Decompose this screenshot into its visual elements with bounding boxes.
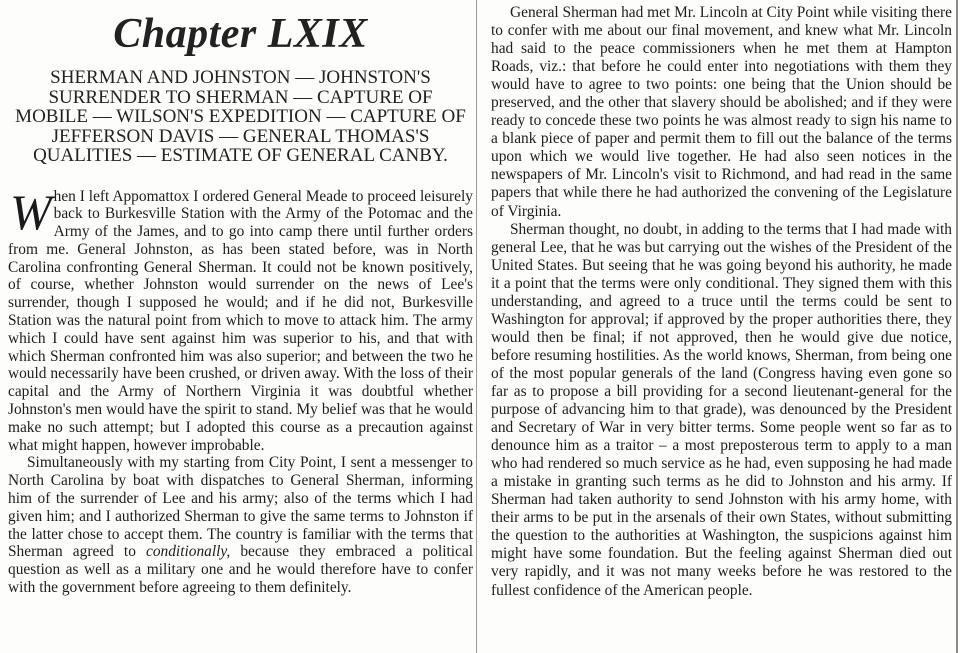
paragraph-sherman-terms: Sherman thought, no doubt, in adding to the terms that I had made with general Lee, that he was but carrying out the wishes of the President of the United States. But seeing that he was going beyond his authority, he made it a point that the terms were only conditional. They signed them with this understanding, and agreed to a truce until the terms could be sent to Washington for approval; if approved by the proper authorities there, they would then be final; if not approved, then he would give due notice, before resuming hostilities. As the world knows, Sherman, from being one of the most popular generals of the land (Congress having even gone so far as to propose a bill providing for a second lieutenant-general for the purpose of advancing him to that grade), was denounced by the President and Secretary of War in very bitter terms. Some people went so far as to denounce him as a traitor – a most preposterous term to apply to a man who had rendered so much service as he had, even supposing he had made a mistake in granting such terms as he did to Johnston and his army. If Sherman had taken authority to send Johnston with his army home, with their arms to be put in the arsenals of their own States, without submitting the question to the authorities at Washington, the suspicions against him might have some foundation. But the feeling against Sherman died out very rapidly, and it was not many weeks before he was restored to the fullest confidence of the American people. (491, 220, 952, 599)
column-divider (476, 0, 477, 653)
paragraph-opening-text: hen I left Appomattox I ordered General Meade to proceed leisurely back to Burkesville Station with the Army of the Potomac and the Army of the James, and to go into camp there until further orders from me. General Johnston, as has been stated before, was in North Carolina confronting General Sherman. It could not be known positively, of course, whether Johnston would surrender on the news of Lee's surrender, though I supposed he would; and if he did not, Burkesville Station was the natural point from which to move to attack him. The army which I could have sent against him was superior to his, and that with which Sherman confronted him was also superior; and between the two he would necessarily have been crushed, or driven away. With the loss of their capital and the Army of Northern Virginia it was doubtful whether Johnston's men would have the spirit to stand. My belief was that he would make no such attempt; but I adopted this course as a precaution against what might happen, however improbable. (8, 187, 473, 454)
paragraph-opening (8, 183, 473, 455)
paragraph-messenger-text-before: Simultaneously with my starting from City Point, I sent a messenger to North Carolina by boat with dispatches to General Sherman, informing him of the surrender of Lee and his army; also of the terms which I had given him; and I authorized Sherman to give the same terms to Johnston if the latter chose to accept them. The country is familiar with the terms that Sherman agreed to (8, 454, 473, 561)
chapter-title: Chapter LXIX (113, 11, 368, 57)
paragraph-messenger (8, 454, 473, 596)
left-body-text (8, 183, 473, 597)
drop-cap: W (10, 183, 52, 240)
paragraph-lincoln: General Sherman had met Mr. Lincoln at City Point while visiting there to confer with me about our final movement, and knew what Mr. Lincoln had said to the peace commissioners when he met them at Hampton Roads, viz.: that before he could enter into negotiations with them they would have to agree to two points: one being that the Union should be preserved, and the other that slavery should be abolished; and if they were ready to concede these two points he was almost ready to sign his name to a blank piece of paper and permit them to fill out the balance of the terms upon which we would live together. He had also seen notices in the newspapers of Mr. Lincoln's visit to Richmond, and had read in the same papers that while there he had authorized the convening of the Legislature of Virginia. (491, 4, 952, 220)
page-edge (956, 0, 958, 653)
chapter-subtitle: SHERMAN AND JOHNSTON — JOHNSTON'S SURRENDER TO SHERMAN — CAPTURE OF MOBILE — WILSON'S EXPEDITION — CAPTURE OF JEFFERSON DAVIS — GENERAL THOMAS'S QUALITIES — ESTIMATE OF GENERAL CANBY. (15, 67, 466, 166)
emphasis-conditionally: conditionally, (146, 543, 231, 561)
left-column (8, 0, 473, 597)
paragraph-messenger-text-after: because they embraced a political question as well as a military one and he would therefore have to confer with the government before agreeing to them definitely. (8, 543, 473, 597)
right-column (491, 0, 952, 600)
right-body-text (491, 4, 952, 600)
